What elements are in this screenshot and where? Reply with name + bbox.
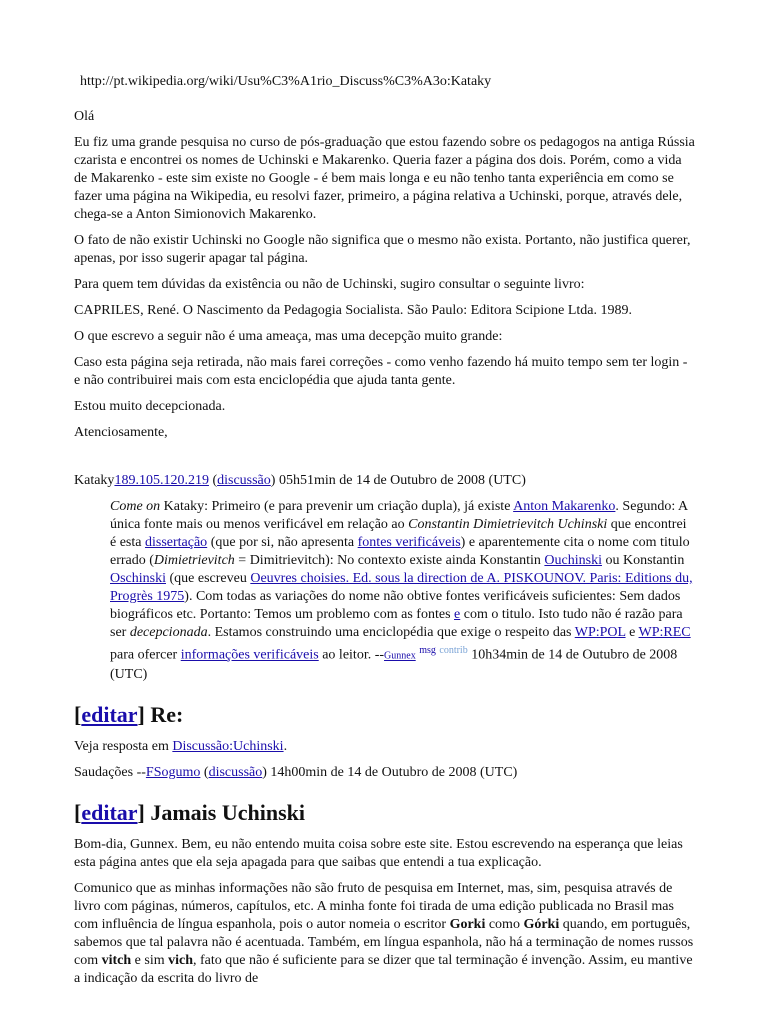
bold-gorki-accent: Górki (523, 916, 560, 932)
reply-gunnex (110, 498, 696, 684)
link-wp-pol[interactable]: WP:POL (574, 625, 626, 640)
greeting: Olá (74, 109, 95, 124)
paragraph-fato: O fato de não existir Uchinski no Google não significa que o mesmo não exista. Portanto, não justifica querer, apenas, por isso sugerir apagar tal página. (74, 233, 691, 266)
paragraph-veja-resposta (74, 738, 696, 756)
paragraph-comunico (74, 880, 696, 988)
link-gunnex[interactable]: Gunnex (384, 650, 416, 662)
paragraph-ameaca: O que escrevo a seguir não é uma ameaça, mas uma decepção muito grande: (74, 329, 503, 344)
reply-text: ) e aparentemente cita o nome com titulo errado ( (110, 535, 690, 568)
link-anton-makarenko[interactable]: Anton Makarenko (513, 499, 616, 514)
sig-name: Kataky (74, 473, 115, 488)
page-url: http://pt.wikipedia.org/wiki/Usu%C3%A1rio_Discuss%C3%A3o:Kataky (80, 74, 492, 89)
paragraph-duvidas: Para quem tem dúvidas da existência ou não de Uchinski, sugiro consultar o seguinte livro: (74, 277, 585, 292)
link-msg[interactable]: msg (419, 645, 436, 656)
reply-italic-dimietrievitch: Dimietrievitch (153, 553, 235, 568)
edit-link-re[interactable]: editar (81, 701, 138, 727)
link-discussao-uchinski[interactable]: Discussão:Uchinski (172, 738, 284, 754)
re-text: Saudações -- (74, 764, 146, 780)
paragraph-caso: Caso esta página seja retirada, não mais farei correções - como venho fazendo há muito tempo sem ter login - e não contribuirei mais com esta enciclopédia que ajuda tanta gente. (74, 355, 688, 388)
sig-talk-link[interactable]: discussão (217, 473, 271, 488)
reply-text: com o titulo. Isto tudo não é razão para ser (110, 607, 683, 640)
signature-fsogumo: Saudações --FSogumo (discussão) 14h00min de 14 de Outubro de 2008 (UTC) (74, 764, 518, 780)
link-informacoes-verificaveis[interactable]: informações verificáveis (180, 647, 319, 663)
bold-gorki: Gorki (449, 916, 486, 932)
bold-vitch: vitch (101, 952, 132, 968)
comunico-text: como (485, 916, 524, 932)
spacer (74, 450, 696, 472)
reply-text: = Dimitrievitch): No contexto existe ainda Konstantin (234, 553, 545, 568)
re-text: Veja resposta em (74, 738, 173, 754)
link-oschinski[interactable]: Oschinski (110, 571, 166, 586)
link-e[interactable]: e (454, 607, 461, 622)
reply-text: e (625, 625, 639, 640)
paragraph-decepcionada: Estou muito decepcionada. (74, 399, 226, 414)
edit-link-jamais[interactable]: editar (81, 799, 138, 825)
comunico-text: , fato que não é suficiente para se dizer que tal terminação é invenção. Assim, eu mantive a indicação da escrita do livro de (74, 952, 693, 986)
reply-text: (que escreveu (166, 571, 251, 586)
paragraph-pesquisa: Eu fiz uma grande pesquisa no curso de pós-graduação que estou fazendo sobre os pedagogos na antiga Rússia czarista e encontrei os nomes de Uchinski e Makarenko. Queria fazer a página dos dois. Porém, como a vida de Makarenko - este sim existe no Google - é bem mais longa e eu não tenho tanta experiência em como se fazer uma página na Wikipedia, eu resolvi fazer, primeiro, a página relativa a Uchinski, porque, através dele, chega-se a Anton Simionovich Makarenko. (74, 135, 695, 222)
comunico-text: e sim (131, 952, 169, 968)
paragraph-bom-dia: Bom-dia, Gunnex. Bem, eu não entendo muita coisa sobre este site. Estou escrevendo na esperança que leias esta página antes que ela seja apagada para que saibas que entendi a tua explicação. (74, 836, 683, 870)
reply-text: ou Konstantin (601, 553, 685, 568)
link-contrib[interactable]: contrib (439, 645, 468, 656)
section-title-re: Re: (150, 701, 184, 727)
reply-italic-decepcionada: decepcionada (129, 625, 208, 640)
reply-text: ao leitor. -- (318, 647, 385, 663)
link-dissertacao[interactable]: dissertação (144, 535, 208, 550)
link-fontes-verificaveis[interactable]: fontes verificáveis (357, 535, 461, 550)
section-heading-jamais: [editar] Jamais Uchinski (74, 799, 306, 825)
reply-text: Kataky: Primeiro (e para prevenir um criação dupla), já existe (160, 499, 514, 514)
sig-ip-link[interactable]: 189.105.120.219 (114, 473, 209, 488)
re-time: 14h00min de 14 de Outubro de 2008 (UTC) (266, 764, 518, 780)
reply-come-on: Come on (110, 499, 161, 514)
link-ouchinski[interactable]: Ouchinski (544, 553, 602, 568)
sig-time: 05h51min de 14 de Outubro de 2008 (UTC) (278, 473, 526, 488)
reply-text: . Estamos construindo uma enciclopédia que exige o respeito das (207, 625, 575, 640)
link-fsogumo[interactable]: FSogumo (145, 764, 201, 780)
reply-text: que encontrei é esta (110, 517, 687, 550)
comunico-text: Comunico que as minhas informações não são fruto de pesquisa em Internet, mas, sim, pesquisa através de livro com páginas, números, capítulos, etc. A minha fonte foi tirada de uma edição publicada no Brasil mas com influência de língua espanhola, pois o autor nomeia o escritor (74, 880, 674, 932)
link-wp-rec[interactable]: WP:REC (638, 625, 691, 640)
section-title-jamais: Jamais Uchinski (150, 799, 306, 825)
comunico-text: quando, em português, sabemos que tal palavra não é acentuada. Também, em língua espanhola, não há a terminação de nomes russos com (74, 916, 694, 968)
reply-text: (que por si, não apresenta (207, 535, 358, 550)
paragraph-livro: CAPRILES, René. O Nascimento da Pedagogia Socialista. São Paulo: Editora Scipione Ltda. 1989. (74, 303, 632, 318)
link-fsogumo-talk[interactable]: discussão (208, 764, 263, 780)
signature-kataky: Kataky189.105.120.219 (discussão) 05h51min de 14 de Outubro de 2008 (UTC) (74, 473, 526, 488)
paragraph-atenciosamente: Atenciosamente, (74, 425, 168, 440)
re-text: . (283, 738, 288, 754)
reply-text: ). Com todas as variações do nome não obtive fontes verificáveis suficientes: Sem dados biográficos etc. Portanto: Temos um problemo com as fontes (110, 589, 681, 622)
reply-italic-constantin: Constantin Dimietrievitch Uchinski (408, 517, 608, 532)
reply-text: para ofercer (110, 647, 181, 663)
reply-time: 10h34min de 14 de Outubro de 2008 (UTC) (110, 647, 678, 682)
section-heading-re: [editar] Re: (74, 701, 184, 727)
reply-text: . Segundo: A única fonte mais ou menos verificável em relação ao (110, 499, 688, 532)
link-oeuvres-choisies[interactable]: Oeuvres choisies. Ed. sous la direction de A. PISKOUNOV. Paris: Editions du, Progrès 1975 (110, 571, 693, 604)
bold-vich: vich (168, 952, 194, 968)
talk-content (74, 108, 696, 996)
